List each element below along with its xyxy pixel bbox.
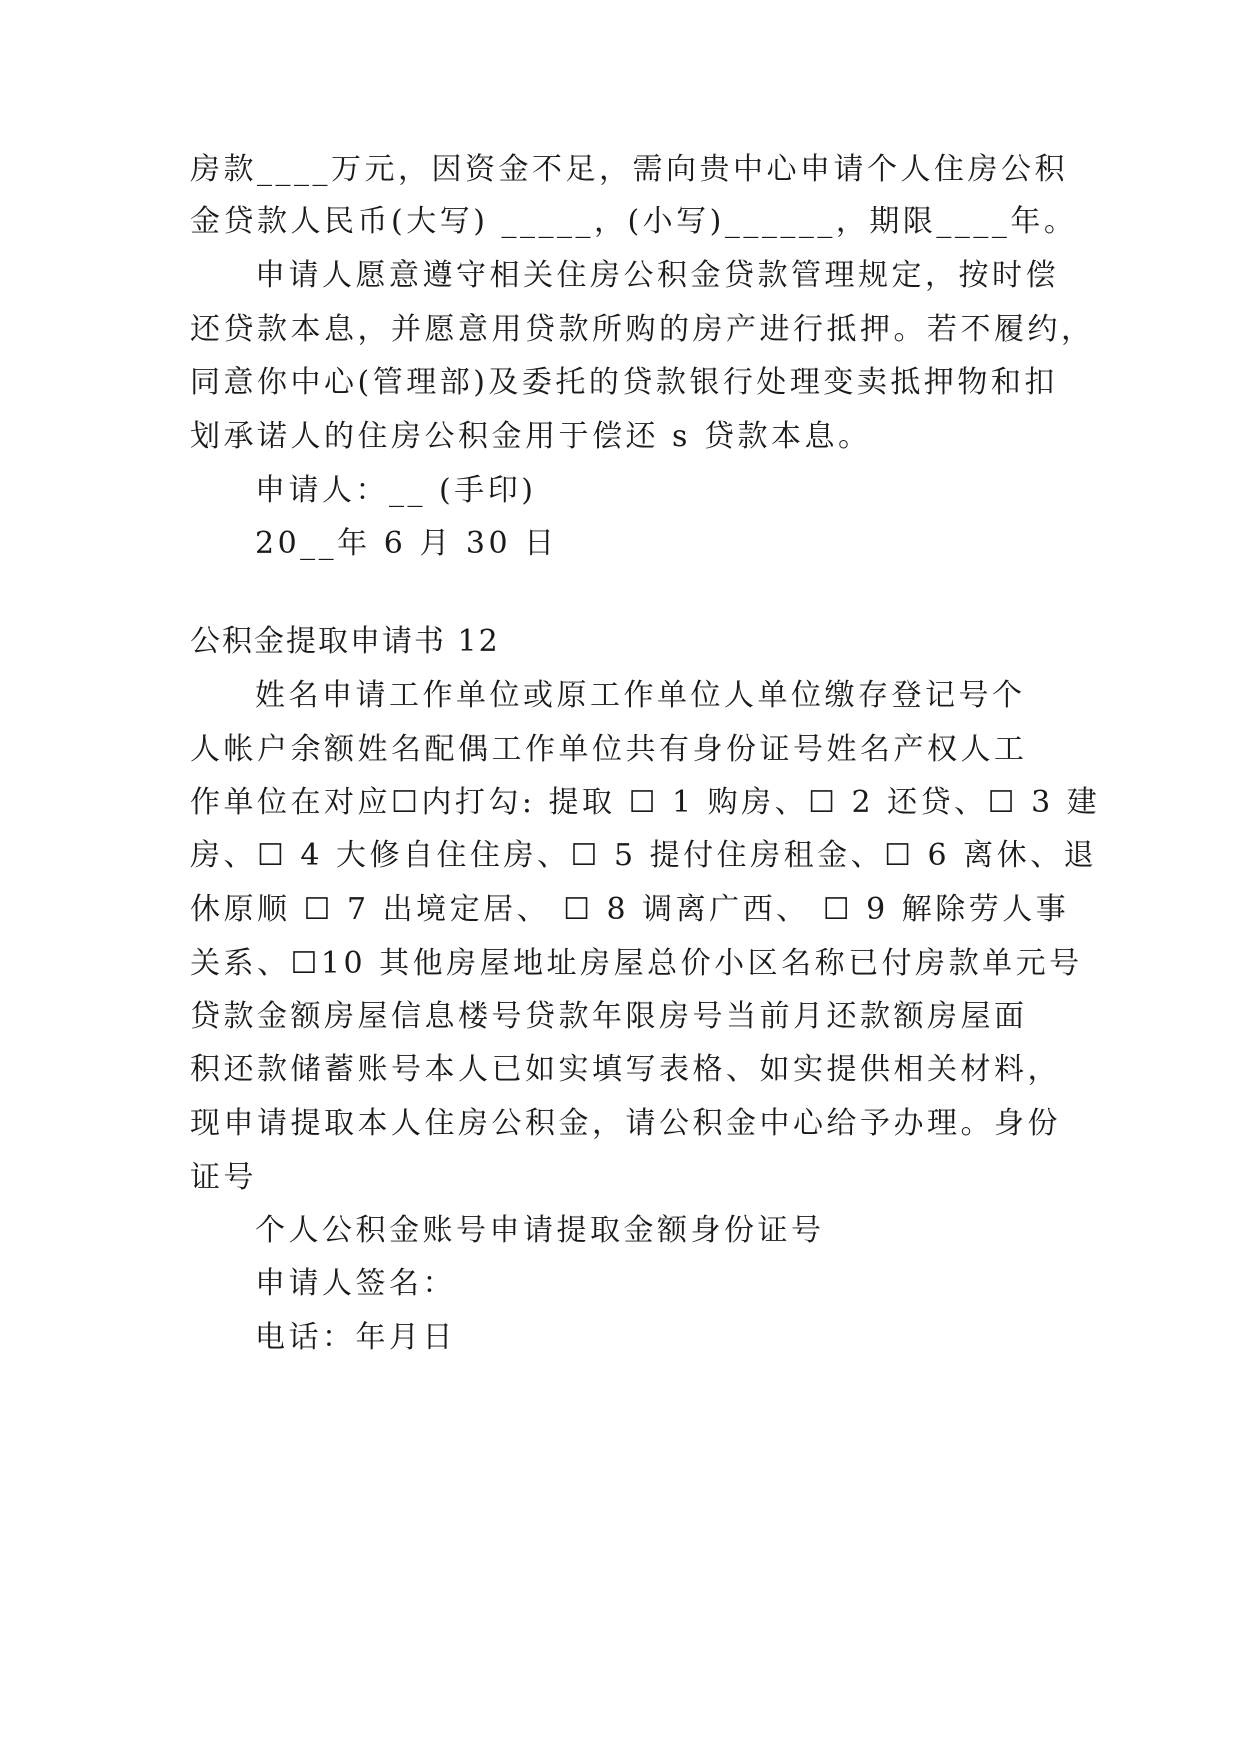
applicant-signature-line: 申请人：__ (手印)	[255, 473, 537, 508]
paragraph-line: 还贷款本息，并愿意用贷款所购的房产进行抵押。若不履约，	[190, 312, 1095, 347]
paragraph-line: 现申请提取本人住房公积金，请公积金中心给予办理。身份	[190, 1106, 1061, 1141]
paragraph-line: 关系、☐10 其他房屋地址房屋总价小区名称已付房款单元号	[190, 946, 1083, 981]
paragraph-line: 房、☐ 4 大修自住住房、☐ 5 提付住房租金、☐ 6 离休、退	[190, 838, 1098, 873]
paragraph-line: 金贷款人民币(大写) _____，(小写)______，期限____年。	[190, 204, 1078, 239]
account-info-line: 个人公积金账号申请提取金额身份证号	[255, 1213, 825, 1248]
paragraph-line: 申请人愿意遵守相关住房公积金贷款管理规定，按时偿	[255, 258, 1059, 293]
paragraph-line: 人帐户余额姓名配偶工作单位共有身份证号姓名产权人工	[190, 732, 1028, 767]
paragraph-line: 休原顺 ☐ 7 出境定居、 ☐ 8 调离广西、 ☐ 9 解除劳人事	[190, 892, 1070, 927]
paragraph-line: 证号	[190, 1160, 257, 1195]
paragraph-line: 作单位在对应☐内打勾: 提取 ☐ 1 购房、☐ 2 还贷、☐ 3 建	[190, 785, 1101, 820]
section-title: 公积金提取申请书 12	[190, 624, 500, 659]
paragraph-line: 房款____万元，因资金不足，需向贵中心申请个人住房公积	[190, 152, 1068, 187]
paragraph-line: 姓名申请工作单位或原工作单位人单位缴存登记号个	[255, 678, 1026, 713]
date-line: 20__年 6 月 30 日	[255, 526, 558, 561]
signature-line: 申请人签名：	[255, 1266, 456, 1301]
paragraph-line: 积还款储蓄账号本人已如实填写表格、如实提供相关材料，	[190, 1052, 1061, 1087]
phone-date-line: 电话：年月日	[255, 1320, 456, 1355]
paragraph-line: 贷款金额房屋信息楼号贷款年限房号当前月还款额房屋面	[190, 999, 1028, 1034]
paragraph-line: 划承诺人的住房公积金用于偿还 s 贷款本息。	[190, 419, 872, 454]
paragraph-line: 同意你中心(管理部)及委托的贷款银行处理变卖抵押物和扣	[190, 365, 1058, 400]
